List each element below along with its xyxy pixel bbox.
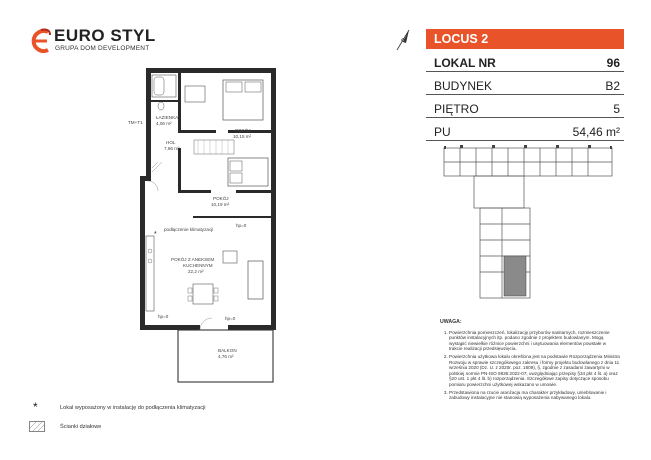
- asterisk-icon: *: [33, 400, 38, 414]
- info-row-floor: PIĘTRO 5: [426, 95, 624, 118]
- room-label-living-kitchen-2: KUCHENNYM: [183, 263, 213, 268]
- north-arrow-icon: [392, 28, 414, 52]
- project-name: LOCUS 2: [426, 29, 624, 49]
- info-row-usable-area: PU 54,46 m²: [426, 118, 624, 141]
- room-label-bathroom: ŁAZIENKA: [156, 115, 179, 120]
- entry-label: TM+T1: [128, 120, 143, 125]
- legend-ac-text: Lokal wyposażony w instalację do podłączenia klimatyzacji: [60, 405, 206, 411]
- sill-height-label-3: hp=0: [236, 223, 247, 228]
- unit-info-panel: [426, 29, 624, 141]
- info-row-unit-number: LOKAL NR 96: [426, 49, 624, 72]
- room-label-balcony: BALKON: [218, 348, 237, 353]
- note-item: 3. Przedstawiona na rzucie aranżacja ma charakter przykładowy, umeblowanie i zabudowy instalacyjne nie stanowią wyposażenia nabywanego lokalu.: [449, 390, 620, 401]
- note-item: 2. Powierzchnia użytkowa lokalu określona jest na podstawie Rozporządzenia Ministra Rozwoju w sprawie szczegółowego zakresu i formy projektu budowlanego z dnia 11 września 2020 (Dz. U. z 2020r. poz. 1609), §, zgodnie z zasadami zawartymi w polskiej normie PN-ISO 9836:2022-07, uwzględniając przepisy §34 pkt 4 lit. a) oraz §20 ust. 1 pkt 4 lit. b) rozporządzenia. Szczegółowe zapisy dotyczące sposobu pomiaru powierzchni użytkowej wskazano w umowie.: [449, 354, 620, 388]
- building-key-plan: [440, 140, 618, 300]
- notes-section: [440, 320, 620, 403]
- sill-height-label-1: hp=0: [158, 314, 169, 319]
- logo: [28, 26, 178, 58]
- room-area-living-kitchen: 22,2 m²: [188, 269, 204, 274]
- ac-asterisk-icon: *: [154, 231, 157, 238]
- ac-connection-label: podłączenie klimatyzacji: [164, 227, 214, 232]
- euro-styl-logo-icon: [28, 26, 52, 56]
- room-area-hall: 7,86 m²: [164, 146, 180, 151]
- notes-list: [440, 330, 620, 401]
- highlighted-unit: [504, 256, 526, 296]
- room-label-hall: HOL: [166, 140, 176, 145]
- room-label-living-kitchen: POKÓJ Z ANEKSEM: [171, 257, 215, 262]
- notes-title: UWAGA:: [440, 319, 462, 325]
- room-label-bedroom-1: POKÓJ: [235, 128, 251, 133]
- room-area-bathroom: 4,06 m²: [156, 121, 172, 126]
- room-label-bedroom-2: POKÓJ: [213, 196, 229, 201]
- brand-name: EURO STYL: [54, 26, 156, 45]
- note-item: 1. Powierzchnia pomieszczeń, lokalizację przyborów sanitarnych, rozmieszczenie punktów instalacyjnych itp. podano zgodnie z projektem budowlanym. Mogą wystąpić niewielkie różnice powierzchni i usytuowania elementów powstałe w trakcie realizacji przedsięwzięcia.: [449, 330, 620, 352]
- info-row-building: BUDYNEK B2: [426, 72, 624, 95]
- room-area-balcony: 4,76 m²: [218, 354, 234, 359]
- apartment-floor-plan: [128, 66, 296, 388]
- legend-wall-text: Ścianki działowe: [60, 424, 102, 430]
- sill-height-label-2: hp=0: [225, 316, 236, 321]
- brand-subtitle: GRUPA DOM DEVELOPMENT: [55, 45, 150, 52]
- room-area-bedroom-1: 10,15 m²: [233, 134, 252, 139]
- partition-wall-hatch-icon: [29, 421, 45, 432]
- room-area-bedroom-2: 10,19 m²: [211, 202, 230, 207]
